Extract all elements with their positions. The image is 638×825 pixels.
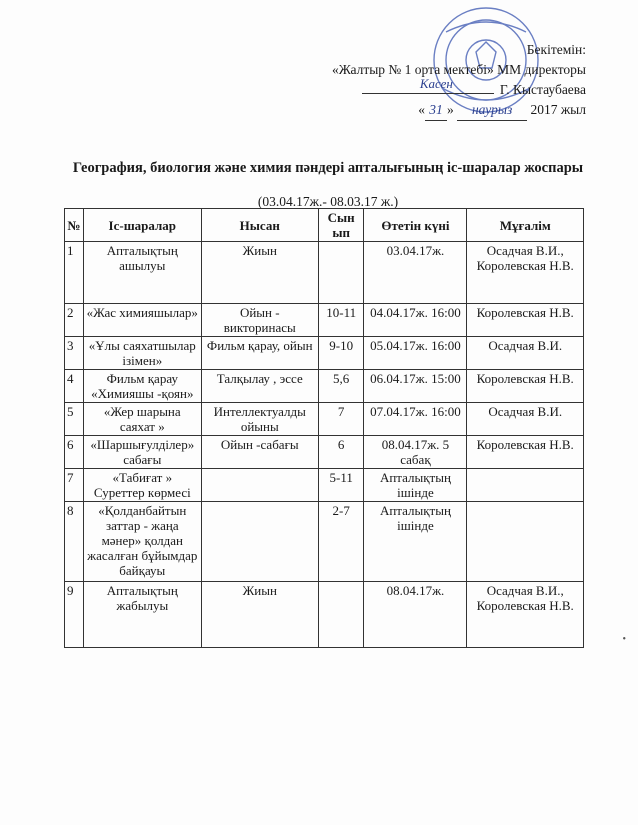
table-row <box>65 469 584 502</box>
cell: 5,6 <box>318 370 364 403</box>
cell <box>201 469 318 502</box>
cell: 04.04.17ж. 16:00 <box>364 304 467 337</box>
document-title: География, биология және химия пәндері апталығының іс-шаралар жоспары <box>72 160 584 176</box>
cell: Осадчая В.И., Королевская Н.В. <box>467 582 584 648</box>
approval-director-title: «Жалтыр № 1 орта мектебі» ММ директоры <box>331 62 586 77</box>
signature: Касен <box>362 80 494 94</box>
cell: 8 <box>65 502 84 582</box>
cell <box>318 242 364 304</box>
cell: Апталықтың ашылуы <box>83 242 201 304</box>
cell: 08.04.17ж. 5 сабақ <box>364 436 467 469</box>
col-form: Нысан <box>201 209 318 242</box>
cell: 10-11 <box>318 304 364 337</box>
approval-block <box>332 40 586 121</box>
col-teacher: Мұғалім <box>467 209 584 242</box>
director-name: Г. Кыстаубаева <box>499 82 586 97</box>
table-row <box>65 337 584 370</box>
cell: Апталықтың ішінде <box>364 502 467 582</box>
cell: Апталықтың ішінде <box>364 469 467 502</box>
cell: Фильм қарау «Химияшы -қоян» <box>83 370 201 403</box>
cell <box>201 502 318 582</box>
cell: 5 <box>65 403 84 436</box>
cell: 1 <box>65 242 84 304</box>
cell: Ойын -сабағы <box>201 436 318 469</box>
cell: Апталықтың жабылуы <box>83 582 201 648</box>
approval-label: Бекітемін: <box>526 42 586 57</box>
approval-date: « 31 » наурыз 2017 жыл <box>332 100 586 121</box>
col-grade: Сын ып <box>318 209 364 242</box>
cell: «Жас химияшылар» <box>83 304 201 337</box>
cell: 2-7 <box>318 502 364 582</box>
cell <box>467 502 584 582</box>
cell: 9 <box>65 582 84 648</box>
cell: Фильм қарау, ойын <box>201 337 318 370</box>
table-row <box>65 436 584 469</box>
table-row <box>65 403 584 436</box>
cell: Королевская Н.В. <box>467 304 584 337</box>
table-row <box>65 370 584 403</box>
margin-mark: • <box>622 634 626 645</box>
cell: 2 <box>65 304 84 337</box>
document-subtitle: (03.04.17ж.- 08.03.17 ж.) <box>257 194 399 209</box>
table-header-row <box>65 209 584 242</box>
cell: Жиын <box>201 582 318 648</box>
cell <box>467 469 584 502</box>
table-row <box>65 582 584 648</box>
cell: «Шаршығулділер» сабағы <box>83 436 201 469</box>
cell: 06.04.17ж. 15:00 <box>364 370 467 403</box>
approval-month: наурыз <box>457 100 527 121</box>
cell: «Табиғат » Суреттер көрмесі <box>83 469 201 502</box>
cell: Осадчая В.И. <box>467 337 584 370</box>
cell <box>318 582 364 648</box>
cell: Талқылау , эссе <box>201 370 318 403</box>
cell: 9-10 <box>318 337 364 370</box>
cell: Осадчая В.И. <box>467 403 584 436</box>
approval-day: 31 <box>425 100 447 121</box>
col-date: Өтетін күні <box>364 209 467 242</box>
cell: 3 <box>65 337 84 370</box>
cell: Жиын <box>201 242 318 304</box>
cell: Королевская Н.В. <box>467 370 584 403</box>
cell: 03.04.17ж. <box>364 242 467 304</box>
cell: Интеллектуалды ойыны <box>201 403 318 436</box>
cell: 6 <box>318 436 364 469</box>
events-table <box>64 208 584 648</box>
cell: Королевская Н.В. <box>467 436 584 469</box>
cell: «Қолданбайтын заттар - жаңа мәнер» қолдан жасалған бұйымдар байқауы <box>83 502 201 582</box>
cell: «Жер шарына саяхат » <box>83 403 201 436</box>
cell: 7 <box>65 469 84 502</box>
cell: 7 <box>318 403 364 436</box>
cell: 08.04.17ж. <box>364 582 467 648</box>
approval-year: 2017 жыл <box>530 102 586 117</box>
cell: 5-11 <box>318 469 364 502</box>
cell: Осадчая В.И., Королевская Н.В. <box>467 242 584 304</box>
cell: 05.04.17ж. 16:00 <box>364 337 467 370</box>
table-row <box>65 502 584 582</box>
table-row <box>65 304 584 337</box>
col-events: Іс-шаралар <box>83 209 201 242</box>
cell: «Ұлы саяхатшылар ізімен» <box>83 337 201 370</box>
cell: Ойын - викторинасы <box>201 304 318 337</box>
cell: 4 <box>65 370 84 403</box>
table-row <box>65 242 584 304</box>
cell: 07.04.17ж. 16:00 <box>364 403 467 436</box>
cell: 6 <box>65 436 84 469</box>
approval-signature-line <box>332 76 586 100</box>
col-number: № <box>65 209 84 242</box>
